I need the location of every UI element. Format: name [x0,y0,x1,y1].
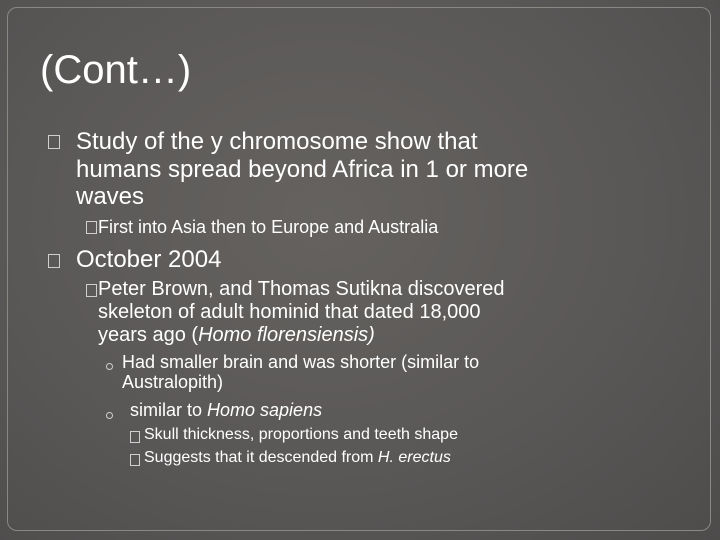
slide-title: (Cont…) [40,48,192,92]
detail-1-text: Skull thickness, proportions and teeth shape [144,426,458,443]
bullet-2-sub-line-3 [98,324,375,346]
detail-1 [144,425,458,445]
point-2 [130,401,322,420]
circle-bullet-icon [106,357,113,375]
detail-2-text: Suggests that it descended from [144,449,378,466]
sub-bullet-square-icon [86,219,97,237]
sub-line-3-text: years ago ( [98,324,199,346]
detail-square-icon [130,428,140,446]
bullet-1-line-2: humans spread beyond Africa in 1 or more [76,156,529,183]
sub-bullet-square-icon [86,282,97,300]
point-2-text: similar to [130,400,208,420]
species-name: Homo florensiensis) [198,324,375,346]
point-1-line-2: Australopith) [122,372,224,392]
point-1-line-1: Had smaller brain and was shorter (similar to [122,352,480,372]
bullet-2-sub-line-1: Peter Brown, and Thomas Sutikna discovered [98,278,505,300]
detail-square-icon [130,451,140,469]
bullet-square-icon [48,252,60,270]
circle-bullet-icon [106,406,113,424]
bullet-1-line-3: waves [76,183,145,210]
bullet-2-sub-line-2: skeleton of adult hominid that dated 18,000 [98,301,481,323]
bullet-square-icon [48,133,60,151]
bullet-2-line-1: October 2004 [76,246,222,273]
point-2-species: Homo sapiens [207,400,323,420]
bullet-1-line-1: Study of the y chromosome show that [76,128,478,155]
detail-2 [144,448,451,468]
detail-2-species: H. erectus [377,449,451,466]
bullet-1-sub: First into Asia then to Europe and Australia [98,217,439,237]
